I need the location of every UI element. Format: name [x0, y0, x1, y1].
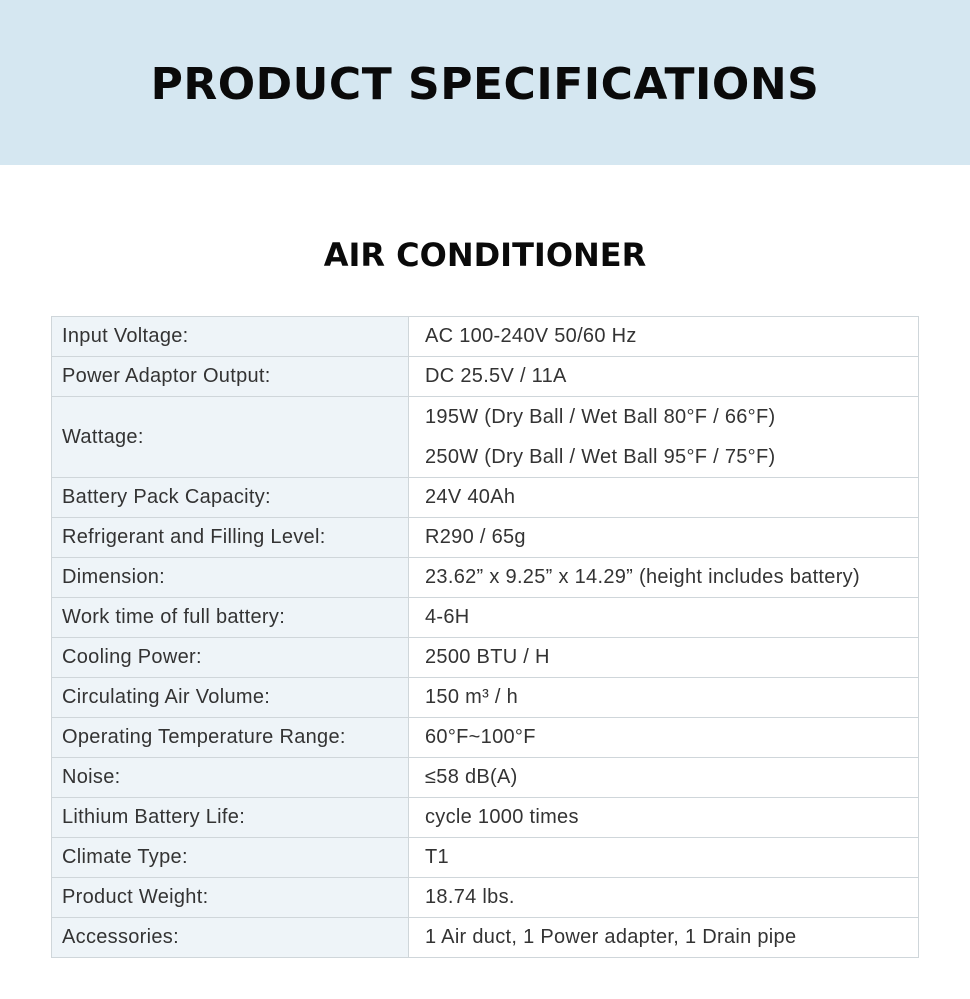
spec-row-noise [52, 758, 919, 798]
spec-label: Climate Type: [52, 838, 409, 878]
spec-value: R290 / 65g [409, 518, 919, 558]
spec-row-climate-type [52, 838, 919, 878]
spec-row-operating-temperature [52, 718, 919, 758]
spec-table [51, 316, 919, 958]
page-title: PRODUCT SPECIFICATIONS [150, 59, 820, 110]
spec-row-battery-pack-capacity [52, 478, 919, 518]
spec-row-power-adaptor-output [52, 357, 919, 397]
spec-label: Accessories: [52, 918, 409, 958]
spec-row-cooling-power [52, 638, 919, 678]
spec-value: 2500 BTU / H [409, 638, 919, 678]
spec-value: 18.74 lbs. [409, 878, 919, 918]
spec-row-wattage [52, 397, 919, 478]
spec-value [409, 397, 919, 478]
spec-value-line: 195W (Dry Ball / Wet Ball 80°F / 66°F) [425, 406, 776, 428]
spec-row-dimension [52, 558, 919, 598]
spec-label: Operating Temperature Range: [52, 718, 409, 758]
header-banner [0, 0, 970, 165]
spec-label: Product Weight: [52, 878, 409, 918]
spec-label: Dimension: [52, 558, 409, 598]
spec-label: Input Voltage: [52, 317, 409, 357]
spec-label: Work time of full battery: [52, 598, 409, 638]
spec-value: 23.62” x 9.25” x 14.29” (height includes battery) [409, 558, 919, 598]
spec-row-air-volume [52, 678, 919, 718]
spec-value: ≤58 dB(A) [409, 758, 919, 798]
spec-row-work-time [52, 598, 919, 638]
spec-label: Battery Pack Capacity: [52, 478, 409, 518]
spec-label: Circulating Air Volume: [52, 678, 409, 718]
spec-row-accessories [52, 918, 919, 958]
spec-value: DC 25.5V / 11A [409, 357, 919, 397]
spec-value: cycle 1000 times [409, 798, 919, 838]
spec-value: AC 100-240V 50/60 Hz [409, 317, 919, 357]
spec-label: Wattage: [52, 397, 409, 478]
spec-label: Power Adaptor Output: [52, 357, 409, 397]
spec-row-refrigerant [52, 518, 919, 558]
spec-row-product-weight [52, 878, 919, 918]
spec-value: 4-6H [409, 598, 919, 638]
spec-value-line: 250W (Dry Ball / Wet Ball 95°F / 75°F) [425, 446, 776, 468]
spec-row-input-voltage [52, 317, 919, 357]
spec-value: T1 [409, 838, 919, 878]
spec-value: 150 m³ / h [409, 678, 919, 718]
section-title: AIR CONDITIONER [323, 236, 647, 274]
spec-label: Cooling Power: [52, 638, 409, 678]
spec-label: Noise: [52, 758, 409, 798]
spec-label: Refrigerant and Filling Level: [52, 518, 409, 558]
spec-label: Lithium Battery Life: [52, 798, 409, 838]
spec-value: 24V 40Ah [409, 478, 919, 518]
spec-value: 1 Air duct, 1 Power adapter, 1 Drain pipe [409, 918, 919, 958]
spec-row-battery-life [52, 798, 919, 838]
spec-value: 60°F~100°F [409, 718, 919, 758]
